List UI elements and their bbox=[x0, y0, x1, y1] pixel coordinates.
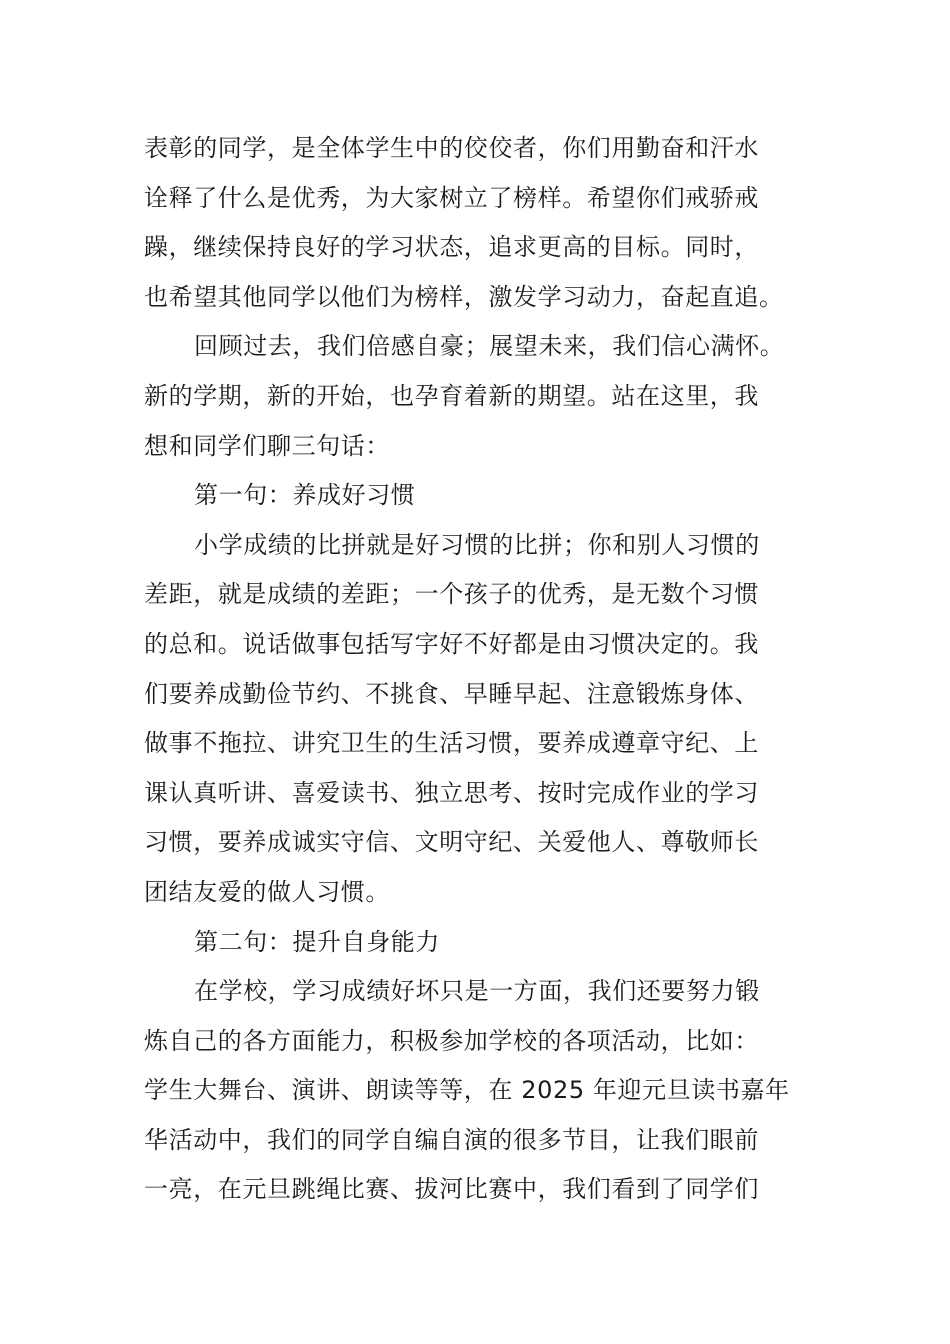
section-heading-1: 第一句：养成好习惯 bbox=[194, 481, 416, 510]
text-line: 课认真听讲、喜爱读书、独立思考、按时完成作业的学习 bbox=[144, 778, 759, 807]
text-line: 想和同学们聊三句话： bbox=[144, 431, 390, 460]
paragraph-start-line: 回顾过去，我们倍感自豪；展望未来，我们信心满怀。 bbox=[194, 332, 785, 361]
text-line: 做事不拖拉、讲究卫生的生活习惯，要养成遵章守纪、上 bbox=[144, 729, 759, 758]
text-line: 学生大舞台、演讲、朗读等等，在 2025 年迎元旦读书嘉年 bbox=[144, 1076, 790, 1105]
paragraph-start-line: 在学校，学习成绩好坏只是一方面，我们还要努力锻 bbox=[194, 977, 760, 1006]
text-line: 一亮，在元旦跳绳比赛、拔河比赛中，我们看到了同学们 bbox=[144, 1175, 759, 1204]
text-line: 新的学期，新的开始，也孕育着新的期望。站在这里，我 bbox=[144, 381, 759, 410]
text-line: 炼自己的各方面能力，积极参加学校的各项活动，比如： bbox=[144, 1026, 759, 1055]
text-line: 表彰的同学，是全体学生中的佼佼者，你们用勤奋和汗水 bbox=[144, 134, 759, 162]
text-line: 的总和。说话做事包括写字好不好都是由习惯决定的。我 bbox=[144, 629, 759, 658]
text-line: 诠释了什么是优秀，为大家树立了榜样。希望你们戒骄戒 bbox=[144, 183, 759, 212]
text-line: 华活动中，我们的同学自编自演的很多节目，让我们眼前 bbox=[144, 1125, 759, 1154]
paragraph-start-line: 小学成绩的比拼就是好习惯的比拼；你和别人习惯的 bbox=[194, 530, 760, 559]
text-line: 习惯，要养成诚实守信、文明守纪、关爱他人、尊敬师长 bbox=[144, 828, 759, 857]
text-line: 差距，就是成绩的差距；一个孩子的优秀，是无数个习惯 bbox=[144, 580, 759, 609]
section-heading-2: 第二句：提升自身能力 bbox=[194, 927, 440, 956]
text-line: 团结友爱的做人习惯。 bbox=[144, 877, 390, 906]
text-line: 们要养成勤俭节约、不挑食、早睡早起、注意锻炼身体、 bbox=[144, 679, 759, 708]
text-line: 也希望其他同学以他们为榜样，激发学习动力，奋起直追。 bbox=[144, 282, 784, 311]
text-line: 躁，继续保持良好的学习状态，追求更高的目标。同时， bbox=[144, 233, 759, 262]
document-body bbox=[144, 124, 814, 1215]
